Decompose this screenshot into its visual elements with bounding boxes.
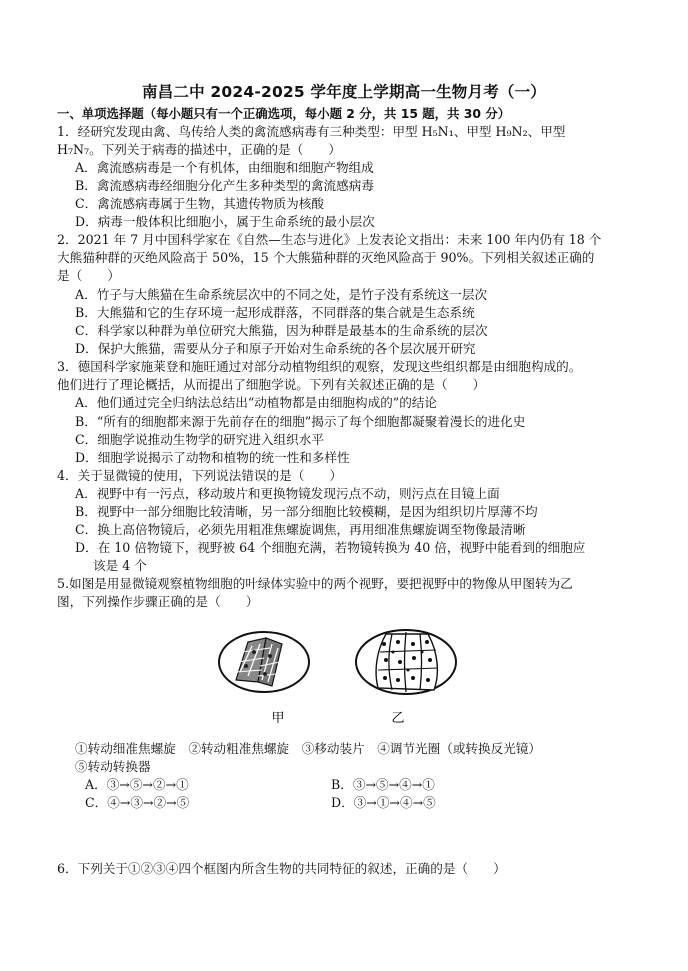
section-heading: 一、单项选择题（每小题只有一个正确选项，每小题 2 分，共 15 题，共 30 分） <box>57 106 511 121</box>
q4-stem: 4．关于显微镜的使用，下列说法错误的是（ ） <box>57 468 343 483</box>
q3-option-c: C．细胞学说推动生物学的研究进入组织水平 <box>75 432 324 447</box>
q1-option-d: D．病毒一般体积比细胞小，属于生命系统的最小层次 <box>75 214 375 229</box>
q3-option-a: A．他们通过完全归纳法总结出“动植物都是由细胞构成的”的结论 <box>75 395 438 410</box>
q5-option-c: C．④→③→②→⑤ <box>85 795 190 810</box>
q1-option-a: A．禽流感病毒是一个有机体，由细胞和细胞产物组成 <box>75 160 374 175</box>
q3-stem-line2: 他们进行了理论概括，从而提出了细胞学说。下列有关叙述正确的是（ ） <box>57 377 486 392</box>
q3-option-d: D．细胞学说揭示了动物和植物的统一性和多样性 <box>75 450 350 465</box>
q2-stem-line3: 是（ ） <box>57 268 120 283</box>
q1-stem-line1: 1．经研究发现由禽、鸟传给人类的禽流感病毒有三种类型：甲型 H₅N₁、甲型 H₉N₂、甲型 <box>57 124 566 139</box>
q4-option-d-line2: 该是 4 个 <box>93 558 147 573</box>
figure-label-jia: 甲 <box>271 711 285 726</box>
q3-stem-line1: 3．德国科学家施莱登和施旺通过对部分动植物组织的观察，发现这些组织都是由细胞构成的。 <box>57 359 582 374</box>
q4-option-c: C．换上高倍物镜后，必须先用粗准焦螺旋调焦，再用细准焦螺旋调至物像最清晰 <box>75 522 526 537</box>
q2-stem-line1: 2．2021 年 7 月中国科学家在《自然—生态与进化》上发表论文指出：未来 100 年内仍有 18 个 <box>57 232 602 247</box>
q4-option-b: B．视野中一部分细胞比较清晰，另一部分细胞比较模糊，是因为组织切片厚薄不均 <box>75 504 538 519</box>
q1-option-b: B．禽流感病毒经细胞分化产生多种类型的禽流感病毒 <box>75 178 374 193</box>
q5-stem-line1: 5.如图是用显微镜观察植物细胞的叶绿体实验中的两个视野，要把视野中的物像从甲图转为乙 <box>57 576 573 591</box>
q2-option-d: D．保护大熊猫，需要从分子和原子开始对生命系统的各个层次展开研究 <box>75 341 476 356</box>
field-yi-image <box>356 630 456 694</box>
q5-option-a: A．③→⑤→②→① <box>85 777 189 792</box>
microscope-fields-figure <box>218 622 468 732</box>
q4-option-a: A．视野中有一污点，移动玻片和更换物镜发现污点不动，则污点在目镜上面 <box>75 486 500 501</box>
figure-label-yi: 乙 <box>391 711 405 726</box>
q5-option-d: D．③→①→④→⑤ <box>331 795 436 810</box>
q2-stem-line2: 大熊猫种群的灭绝风险高于 50%，15 个大熊猫种群的灭绝风险高于 90%。下列相关叙述正确的 <box>57 250 595 265</box>
q5-option-b: B．③→⑤→④→① <box>331 777 435 792</box>
q1-option-c: C．禽流感病毒属于生物，其遗传物质为核酸 <box>75 196 324 211</box>
field-jia-image <box>219 632 309 692</box>
q5-stem-line2: 图，下列操作步骤正确的是（ ） <box>57 594 259 609</box>
q2-option-a: A．竹子与大熊猫在生命系统层次中的不同之处，是竹子没有系统这一层次 <box>75 287 488 302</box>
q5-steps-line1: ①转动细准焦螺旋 ②转动粗准焦螺旋 ③移动装片 ④调节光圈（或转换反光镜） <box>75 741 541 756</box>
q6-stem: 6．下列关于①②③④四个框图内所含生物的共同特征的叙述，正确的是（ ） <box>57 861 506 876</box>
q1-stem-line2: H₇N₇。下列关于病毒的描述中，正确的是（ ） <box>57 142 341 157</box>
q3-option-b: B．“所有的细胞都来源于先前存在的细胞”揭示了每个细胞都凝聚着漫长的进化史 <box>75 414 526 429</box>
q2-option-c: C．科学家以种群为单位研究大熊猫，因为种群是最基本的生命系统的层次 <box>75 323 488 338</box>
page-title: 南昌二中 2024-2025 学年度上学期高一生物月考（一） <box>141 83 546 101</box>
q4-option-d-line1: D．在 10 倍物镜下，视野被 64 个细胞充满，若物镜转换为 40 倍，视野中能看到的细胞应 <box>75 540 586 555</box>
q5-steps-line2: ⑤转动转换器 <box>75 759 151 774</box>
q2-option-b: B．大熊猫和它的生存环境一起形成群落，不同群落的集合就是生态系统 <box>75 305 475 320</box>
